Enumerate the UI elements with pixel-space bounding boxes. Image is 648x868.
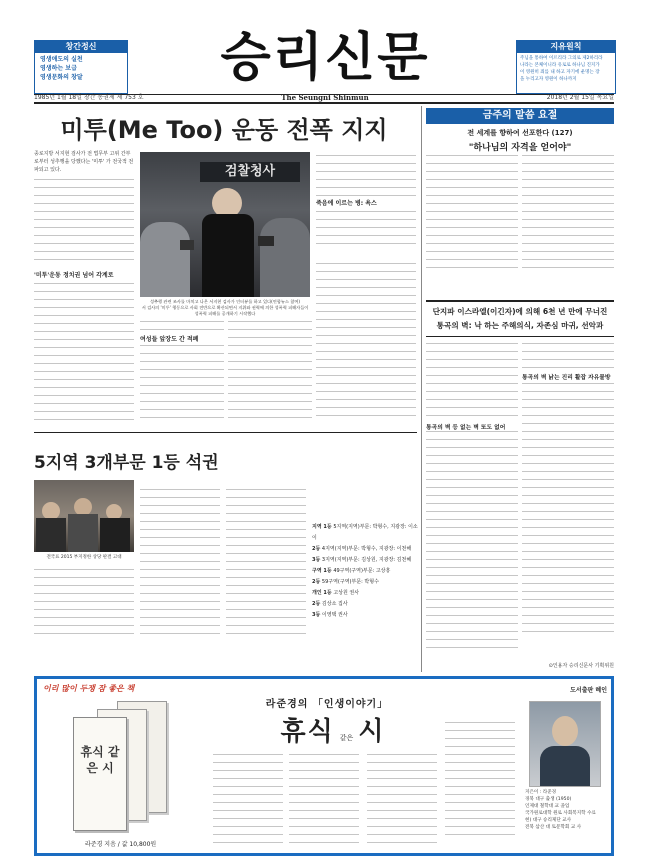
subhead-women: 여성들 앞장도 간 적폐 [140, 334, 224, 343]
main-article-title: 미투(Me Too) 운동 전폭 지지 [60, 116, 388, 144]
book-ad-banner: 이리 많이 두쟁 잠 좋은 책 [43, 684, 135, 693]
poem-sample-4 [445, 719, 515, 847]
poem-sample-3 [367, 751, 437, 847]
principles-line: 이 영원히 죄를 내 하고 자기에 운명는 장 [520, 70, 600, 75]
poem-sample-1 [213, 751, 283, 847]
weekly-word-subtitle: 전 세계를 향하여 선포한다 (127) [467, 129, 573, 137]
author-info: 지은이 : 라준경 경북 대구 출생 (1950) 인제대 철학대 교 졸업 국가원로대학 원로 사회복지학 수료 현) 대구 승리제단 교사 전북 삼산 대 토문학회 교 사 [525, 790, 596, 830]
founding-spirit-title: 창간정신 [35, 41, 127, 53]
feature-subhead1: 통곡의 벽 등 없는 벽 또도 없어 [426, 422, 518, 431]
election-body-col3 [226, 486, 306, 646]
author-photo [529, 701, 601, 787]
result-row: 구역 1등 49구역(구역)부문: 고상흥 [312, 568, 391, 574]
weekly-word-title: "하나님의 자격을 얻어야" [468, 143, 572, 153]
principles-box [516, 40, 616, 94]
result-row: 2등 59구역(구역)부문: 박형수 [312, 579, 379, 585]
main-article-lead: 종로지방 서지현 검사가 전 법무부 고위 간부로부터 성추행을 당했다는 '미투' 가 전국적 전파되고 있다. [34, 151, 134, 173]
founding-item: 영생하는 보급 [40, 65, 77, 72]
result-row: 3등 이영택 권사 [312, 612, 348, 618]
main-article-body-col4b [316, 260, 416, 428]
issue-info-left: 1985년 1월 18일 창간 통권제 제 753 호 [34, 94, 144, 101]
founding-item: 영생애도의 실천 [40, 56, 83, 63]
principles-line: 주님을 통하여 이르리라 그의로 제2하리라 [520, 56, 603, 61]
feature-title-line2: 통곡의 벽: 낙 하는 주해의식, 자존심 마귀, 선악과 [436, 321, 604, 330]
result-row: 2등 4지역(지역)부문: 박형수, 지광장: 이천해 [312, 546, 412, 552]
founding-item: 영생문화의 창달 [40, 74, 83, 81]
poem-sample-2 [289, 751, 359, 847]
feature-title-box [426, 300, 614, 337]
principles-line: 나라는 본체이니라 유로로 하나님 진지가 [520, 63, 600, 68]
book-big-title: 휴식 같은 시 [280, 717, 384, 747]
election-title: 5지역 3개부문 1등 석권 [34, 453, 219, 473]
main-article-body-col1b [34, 280, 134, 430]
masthead [0, 0, 648, 100]
book-cover-title: 휴식 같은 시 [80, 745, 120, 775]
election-results-list [312, 522, 418, 621]
feature-signature: ⊙인용자 승리신문사 기획위원 [548, 663, 614, 669]
publisher-label: 도서출판 혜인 [570, 687, 607, 694]
result-row: 3등 3지역(지역)부문: 김상원, 지광장: 김천혜 [312, 557, 412, 563]
result-row: 개인 1등 고상원 권사 [312, 590, 360, 596]
principles-line: 을 누리고자 영원이 하나까지 [520, 77, 577, 82]
feature-body-col1 [426, 340, 518, 662]
weekly-word-box [426, 108, 614, 296]
book-stack [47, 697, 187, 833]
subhead-politics: '미투'운동 정치권 넘어 각계로 [34, 272, 114, 279]
result-row: 지역 1등 5지역(지역)부문: 박형수, 지광장: 이소이 [312, 524, 418, 541]
subhead-death: 죽음에 이르는 병: 욕스 [316, 198, 416, 207]
main-article-body-col3b [228, 318, 312, 428]
result-row: 2등 김상소 집사 [312, 601, 348, 607]
principles-title: 지유원칙 [517, 41, 615, 53]
book-series-title: 라준경의 「인생이야기」 [265, 699, 389, 710]
election-photo-caption: 전국표 2015 부지정한 상당 판결 고대 [46, 555, 122, 560]
main-article-photo [140, 152, 310, 297]
paper-name-en: The Seungni Shinmun [281, 93, 369, 102]
book-ad [34, 676, 614, 856]
feature-body-col2 [522, 340, 614, 640]
feature-title-line1: 단지파 이스라엘(이긴자)에 의해 6천 년 만에 무너진 [432, 307, 608, 316]
election-photo [34, 480, 134, 552]
election-body-col1 [34, 566, 134, 646]
newspaper-title: 승리신문 [220, 28, 430, 88]
founding-spirit-box [34, 40, 128, 94]
main-photo-caption: 성추행 관련 조사를 마치고 나온 서지현 검사가 인터뷰를 하고 있다(연합뉴스 참여) 서 검사의 '미투' 행동으로 사회 전반으로 확산되면서 지위와 권력에 의한 성폭력 피해자들이 성폭력 피해를 공개하기 시작했다 [141, 299, 309, 316]
prosecution-sign: 검찰청사 [200, 162, 300, 182]
weekly-word-label: 금주의 말씀 요절 [426, 108, 614, 124]
election-body-col2 [140, 486, 220, 646]
feature-subhead2: 통곡의 벽 낡는 진리 활잡 자유물방 [522, 372, 614, 381]
book-price: 라준경 지음 / 값 10,800원 [85, 841, 157, 848]
issue-info-right: 2018년 2월 15일 목요일 [546, 94, 614, 101]
